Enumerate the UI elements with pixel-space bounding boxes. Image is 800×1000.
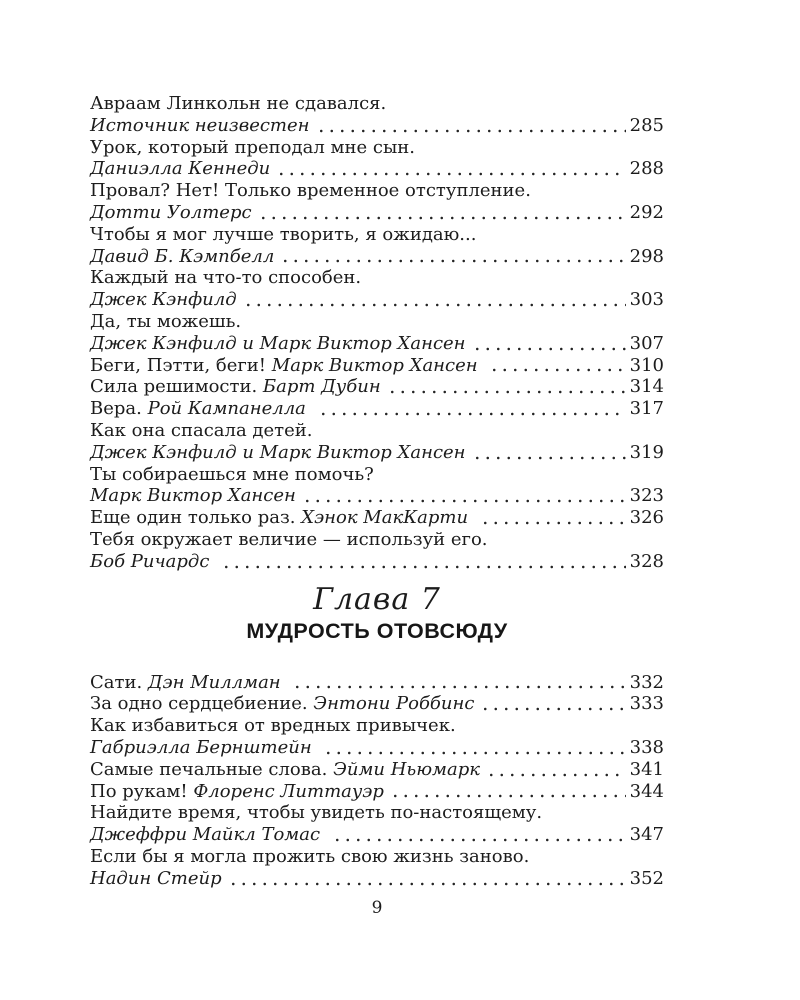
dot-leader <box>469 333 626 355</box>
toc-list <box>90 93 664 890</box>
page-number-footer: 9 <box>371 898 383 918</box>
toc-entry-row <box>90 485 664 507</box>
toc-entry-row <box>90 464 664 486</box>
toc-entry-row <box>90 137 664 159</box>
dot-leader <box>477 693 626 715</box>
entry-page: 310 <box>629 354 664 376</box>
toc-entry-row <box>90 551 664 573</box>
entry-title: Тебя окружает величие — используй его. <box>90 528 488 550</box>
chapter-number: Глава 7 <box>313 581 441 617</box>
entry-author: Джек Кэнфилд <box>90 289 237 311</box>
toc-entry-row <box>90 868 664 890</box>
toc-entry-row <box>90 180 664 202</box>
entry-title: Сила решимости. <box>90 376 263 398</box>
entry-author: Дотти Уолтерс <box>90 201 252 223</box>
dot-leader <box>486 355 626 377</box>
entry-page: 333 <box>629 693 664 715</box>
dot-leader <box>387 781 626 803</box>
entry-page: 328 <box>629 550 664 572</box>
entry-page: 344 <box>629 780 664 802</box>
entry-author: Марк Виктор Хансен <box>90 485 296 507</box>
entry-page: 314 <box>629 376 664 398</box>
entry-page: 285 <box>629 114 664 136</box>
entry-author: Джек Кэнфилд и Марк Виктор Хансен <box>90 332 466 354</box>
dot-leader <box>240 289 626 311</box>
toc-entry-row <box>90 267 664 289</box>
toc-entry-row <box>90 158 664 180</box>
entry-title: Найдите время, чтобы увидеть по-настоящему. <box>90 802 543 824</box>
toc-entry-row <box>90 442 664 464</box>
entry-page: 332 <box>629 671 664 693</box>
dot-leader <box>477 507 626 529</box>
entry-title: По рукам! <box>90 780 194 802</box>
dot-leader <box>483 759 626 781</box>
entry-page: 319 <box>629 441 664 463</box>
entry-page: 326 <box>629 507 664 529</box>
entry-title: Да, ты можешь. <box>90 310 242 332</box>
toc-entry-row <box>90 672 664 694</box>
entry-author: Джеффри Майкл Томас <box>90 824 326 846</box>
entry-page: 352 <box>629 867 664 889</box>
entry-title: Авраам Линкольн не сдавался. <box>90 93 387 114</box>
entry-page: 288 <box>629 158 664 180</box>
entry-author: Даниэлла Кеннеди <box>90 158 271 180</box>
entry-title: Каждый на что-то способен. <box>90 267 362 289</box>
entry-author: Дэн Миллман <box>147 671 287 693</box>
entry-title: Как избавиться от вредных привычек. <box>90 715 456 737</box>
entry-author: Эйми Ньюмарк <box>333 758 480 780</box>
toc-entry-row <box>90 781 664 803</box>
entry-page: 303 <box>629 289 664 311</box>
entry-page: 323 <box>629 485 664 507</box>
toc-entry-row <box>90 802 664 824</box>
entry-title: Чтобы я мог лучше творить, я ожидаю... <box>90 223 477 245</box>
entry-author: Джек Кэнфилд и Марк Виктор Хансен <box>90 441 466 463</box>
entry-title: Беги, Пэтти, беги! <box>90 354 272 376</box>
entry-author: Хэнок МакКарти <box>301 507 474 529</box>
dot-leader <box>469 442 626 464</box>
dot-leader <box>289 672 626 694</box>
entry-title: Урок, который преподал мне сын. <box>90 136 415 158</box>
entry-title: Вера. <box>90 398 148 420</box>
toc-entry-row <box>90 246 664 268</box>
toc-entry-row <box>90 202 664 224</box>
entry-author: Источник неизвестен <box>90 114 310 136</box>
dot-leader <box>315 398 626 420</box>
toc-entry-row <box>90 289 664 311</box>
toc-entry-row <box>90 398 664 420</box>
entry-author: Марк Виктор Хансен <box>271 354 484 376</box>
dot-leader <box>277 246 626 268</box>
toc-entry-row <box>90 824 664 846</box>
dot-leader <box>329 824 626 846</box>
toc-entry-row <box>90 846 664 868</box>
entry-author: Давид Б. Кэмпбелл <box>90 245 275 267</box>
entry-page: 338 <box>629 736 664 758</box>
entry-author: Флоренс Литтауэр <box>193 780 384 802</box>
toc-entry-row <box>90 759 664 781</box>
toc-entry-row <box>90 529 664 551</box>
dot-leader <box>225 868 626 890</box>
entry-page: 317 <box>629 398 664 420</box>
entry-title: Как она спасала детей. <box>90 419 313 441</box>
entry-author: Боб Ричардс <box>90 550 216 572</box>
entry-title: Ты собираешься мне помочь? <box>90 463 374 485</box>
dot-leader <box>218 551 626 573</box>
entry-page: 307 <box>629 332 664 354</box>
entry-page: 292 <box>629 201 664 223</box>
dot-leader <box>313 115 626 137</box>
entry-author: Барт Дубин <box>262 376 381 398</box>
toc-entry-row <box>90 715 664 737</box>
entry-title: Если бы я могла прожить свою жизнь заново. <box>90 845 530 867</box>
dot-leader <box>255 202 626 224</box>
entry-author: Энтони Роббинс <box>313 693 475 715</box>
chapter-title: МУДРОСТЬ ОТОВСЮДУ <box>246 618 508 643</box>
toc-entry-row <box>90 224 664 246</box>
dot-leader <box>273 158 626 180</box>
dot-leader <box>320 737 626 759</box>
entry-page: 341 <box>629 758 664 780</box>
toc-entry-row <box>90 693 664 715</box>
toc-entry-row <box>90 355 664 377</box>
toc-entry-row <box>90 333 664 355</box>
toc-entry-row <box>90 115 664 137</box>
entry-title: Еще один только раз. <box>90 507 302 529</box>
entry-page: 298 <box>629 245 664 267</box>
chapter-heading <box>90 583 664 644</box>
entry-page: 347 <box>629 824 664 846</box>
entry-title: За одно сердцебиение. <box>90 693 314 715</box>
toc-entry-row <box>90 737 664 759</box>
dot-leader <box>299 485 626 507</box>
entry-title: Самые печальные слова. <box>90 758 334 780</box>
toc-entry-row <box>90 376 664 398</box>
toc-entry-row <box>90 311 664 333</box>
toc-entry-row <box>90 420 664 442</box>
toc-entry-row <box>90 93 664 115</box>
entry-title: Провал? Нет! Только временное отступление. <box>90 180 531 202</box>
entry-author: Рой Кампанелла <box>147 398 312 420</box>
dot-leader <box>384 376 626 398</box>
entry-author: Надин Стейр <box>90 867 222 889</box>
entry-author: Габриэлла Бернштейн <box>90 736 318 758</box>
entry-title: Сати. <box>90 671 148 693</box>
toc-entry-row <box>90 507 664 529</box>
